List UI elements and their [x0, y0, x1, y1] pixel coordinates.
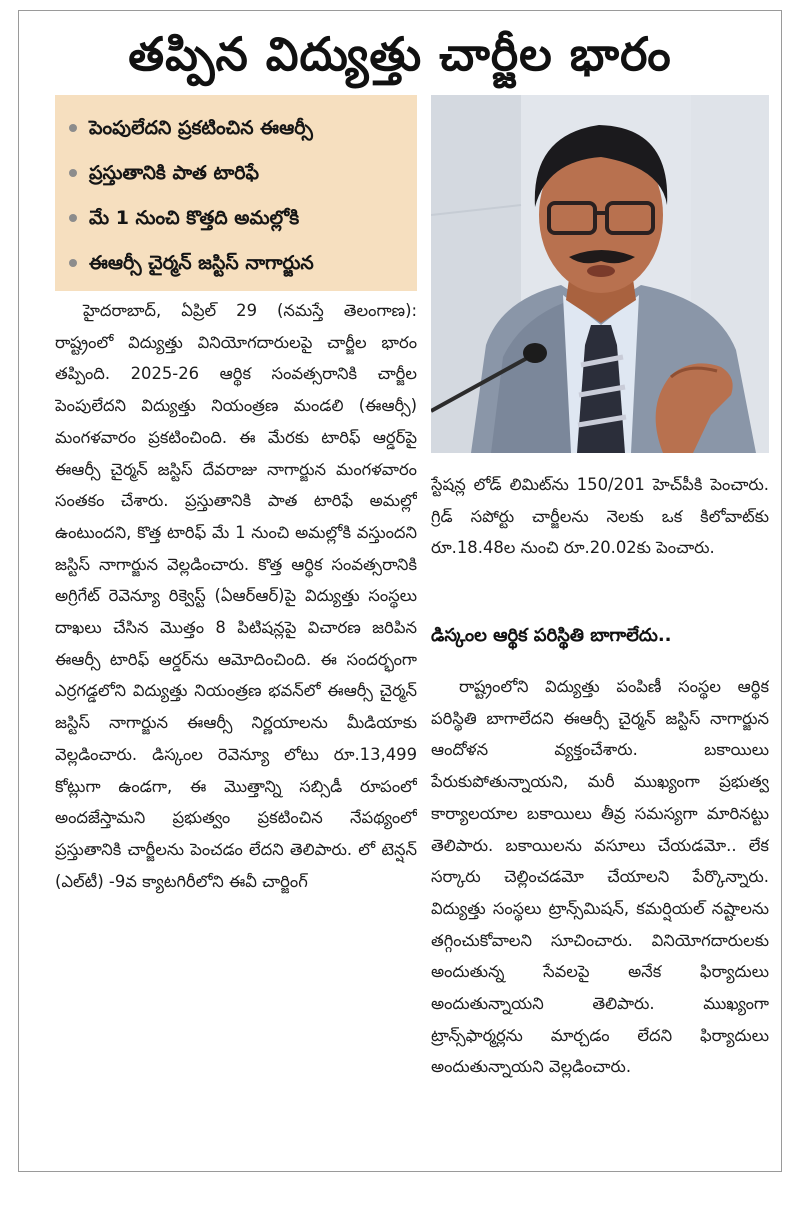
bullet-icon	[69, 169, 77, 177]
headline: తప్పిన విద్యుత్తు చార్జీల భారం	[128, 27, 672, 81]
portrait-illustration	[431, 95, 769, 453]
article-body-left-column	[55, 295, 417, 1165]
subheading: డిస్కంల ఆర్థిక పరిస్థితి బాగాలేదు..	[431, 625, 672, 646]
highlight-text: ఈఆర్సీ చైర్మన్ జస్టిస్ నాగార్జున	[89, 252, 314, 274]
article-paragraph: రాష్ట్రంలోని విద్యుత్తు పంపిణీ సంస్థల ఆర్థిక పరిస్థితి బాగాలేదని ఈఆర్సీ చైర్మన్ జస్టిస్ నాగార్జున ఆందోళన వ్యక్తంచేశారు. బకాయిలు పేరుకుపోతున్నాయని, మరీ ముఖ్యంగా ప్రభుత్వ కార్యాలయాల బకాయిలు తీవ్ర సమస్యగా మారినట్టు తెలిపారు. బకాయిలను వసూలు చేయడమో.. లేక సర్కారు చెల్లించడమో చేయాలని పేర్కొన్నారు. విద్యుత్తు సంస్థలు ట్రాన్స్‌మిషన్, కమర్షియల్ నష్టాలను తగ్గించుకోవాలని సూచించారు. వినియోగదారులకు అందుతున్న సేవలపై అనేక ఫిర్యాదులు అందుతున్నాయని తెలిపారు. ముఖ్యంగా ట్రాన్స్‌ఫార్మర్లను మార్చడం లేదని ఫిర్యాదులు అందుతున్నాయని వెల్లడించారు.	[431, 677, 769, 1077]
article-body-right-top	[431, 469, 769, 599]
article-paragraph: హైదరాబాద్, ఏప్రిల్ 29 (నమస్తే తెలంగాణ): రాష్ట్రంలో విద్యుత్తు వినియోగదారులపై చార్జీల భారం తప్పింది. 2025-26 ఆర్థిక సంవత్సరానికి చార్జీల పెంపులేదని విద్యుత్తు నియంత్రణ మండలి (ఈఆర్సీ) మంగళవారం ప్రకటించింది. ఈ మేరకు టారిఫ్ ఆర్డర్‌పై ఈఆర్సీ చైర్మన్ జస్టిస్ దేవరాజు నాగార్జున మంగళవారం సంతకం చేశారు. ప్రస్తుతానికి పాత టారిఫే అమల్లో ఉంటుందని, కొత్త టారిఫ్ మే 1 నుంచి అమల్లోకి వస్తుందని జస్టిస్ నాగార్జున వెల్లడించారు. కొత్త ఆర్థిక సంవత్సరానికి అగ్రిగేట్ రెవెన్యూ రిక్వెస్ట్ (ఏఆర్ఆర్)పై విద్యుత్తు సంస్థలు దాఖలు చేసిన మొత్తం 8 పిటిషన్లపై విచారణ జరిపిన ఈఆర్సీ టారిఫ్ ఆర్డర్‌ను ఆమోదించింది. ఈ సందర్భంగా ఎర్రగడ్డలోని విద్యుత్తు నియంత్రణ భవన్‌లో ఈఆర్సీ చైర్మన్ జస్టిస్ నాగార్జున ఈఆర్సీ నిర్ణయాలను మీడియాకు వెల్లడించారు. డిస్కంల రెవెన్యూ లోటు రూ.13,499 కోట్లుగా ఉండగా, ఈ మొత్తాన్ని సబ్సిడీ రూపంలో అందజేస్తామని ప్రభుత్వం ప్రకటించిన నేపథ్యంలో ప్రస్తుతానికి చార్జీలను పెంచడం లేదని తెలిపారు. లో టెన్షన్ (ఎల్‌టీ) -9వ క్యాటగిరీలోని ఈవీ చార్జింగ్	[55, 301, 417, 891]
highlights-box	[55, 95, 417, 291]
highlights-list	[67, 109, 409, 289]
highlight-item	[67, 199, 409, 244]
highlight-text: పెంపులేదని ప్రకటించిన ఈఆర్సీ	[89, 117, 313, 139]
highlight-text: ప్రస్తుతానికి పాత టారిఫే	[89, 162, 259, 184]
highlight-item	[67, 154, 409, 199]
article-paragraph: స్టేషన్ల లోడ్ లిమిట్‌ను 150/201 హెచ్‌పీకి పెంచారు. గ్రిడ్ సపోర్టు చార్జీలను నెలకు ఒక కిలోవాట్‌కు రూ.18.48ల నుంచి రూ.20.02కు పెంచారు.	[431, 475, 769, 558]
article-body-right-bottom	[431, 671, 769, 1171]
bullet-icon	[69, 259, 77, 267]
bullet-icon	[69, 214, 77, 222]
highlight-text: మే 1 నుంచి కొత్తది అమల్లోకి	[89, 207, 300, 229]
highlight-item	[67, 109, 409, 154]
bullet-icon	[69, 124, 77, 132]
person-speaking-at-microphone-photo	[431, 95, 769, 453]
newspaper-clipping	[18, 10, 782, 1172]
highlight-item	[67, 244, 409, 289]
